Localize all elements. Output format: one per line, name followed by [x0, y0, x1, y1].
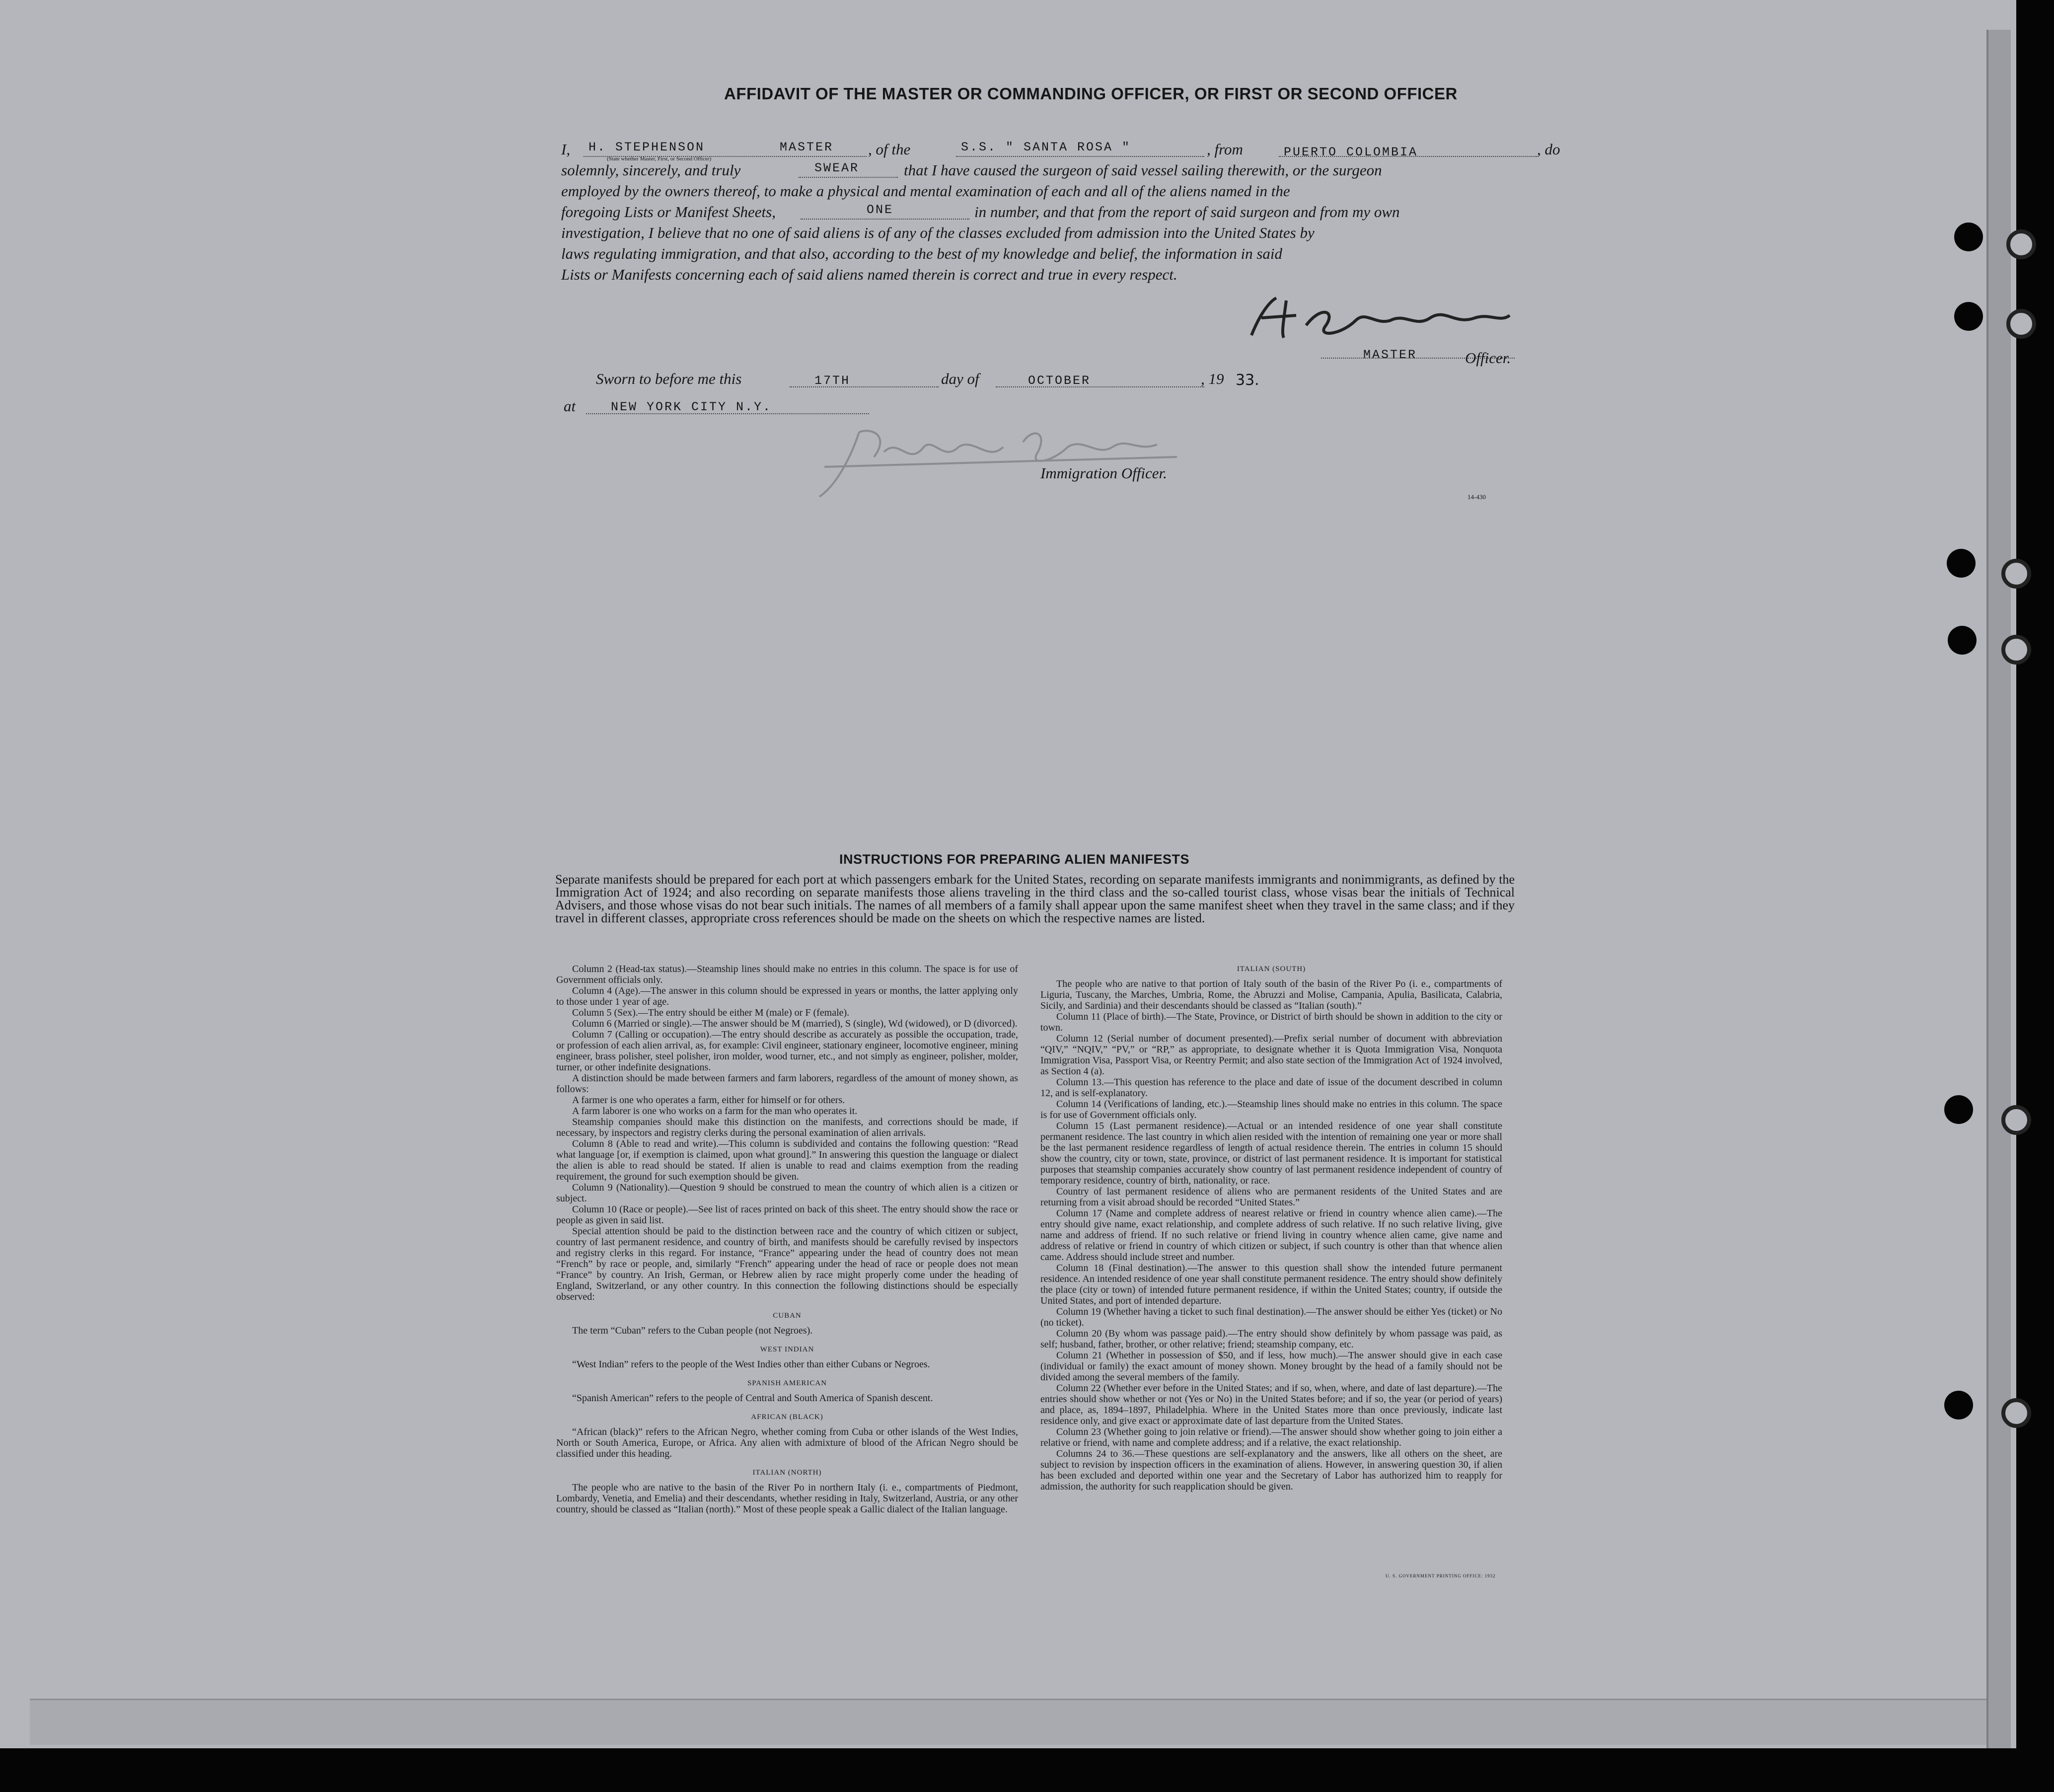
- instruction-paragraph: Steamship companies should make this distinction on the manifests, and corrections should be made, if necessary, by inspectors and registry clerks during the personal examination of alien arrivals.: [556, 1117, 1018, 1138]
- instruction-paragraph: Column 10 (Race or people).—See list of races printed on back of this sheet. The entry should show the race or people as given in said list.: [556, 1204, 1018, 1226]
- punch-hole: [1954, 223, 1983, 251]
- sworn-label: Sworn to before me this: [596, 370, 742, 387]
- affidavit-line3: employed by the owners thereof, to make a physical and mental examination of each and all of the aliens named in the: [561, 182, 1290, 200]
- affidavit-title: AFFIDAVIT OF THE MASTER OR COMMANDING OFFICER, OR FIRST OR SECOND OFFICER: [724, 84, 1458, 103]
- instruction-paragraph: Column 17 (Name and complete address of nearest relative or friend in country whence alien came).—The entry should give name, exact relationship, and complete address of such relative. If no such relative living, give name and address of friend. If no such relative or friend living in country whence alien came, give name and address of relative or friend in country of which citizen or subject, if such country is other than that whence alien came. Address should include street and number.: [1040, 1208, 1502, 1263]
- instruction-paragraph: Column 11 (Place of birth).—The State, Province, or District of birth should be shown in addition to the city or town.: [1040, 1011, 1502, 1033]
- punch-hole-ring: [2001, 1105, 2031, 1135]
- instruction-paragraph: A farm laborer is one who works on a farm for the man who operates it.: [572, 1106, 858, 1117]
- instruction-paragraph: Column 23 (Whether going to join relative or friend).—The answer should show whether going to join either a relative or friend, with name and complete address; and if a relative, the exact relationship.: [1040, 1426, 1502, 1448]
- instruction-paragraph: Column 8 (Able to read and write).—This column is subdivided and contains the following question: “Read what language [or, if exemption is claimed, upon what ground].” In answering this question the language or dialect the alien is able to read should be stated. If alien is unable to read and claims exemption from the reading requirement, the ground for such exemption should be given.: [556, 1138, 1018, 1182]
- sheet-count: ONE: [867, 203, 894, 217]
- section-heading-african: AFRICAN (BLACK): [751, 1413, 823, 1421]
- instruction-paragraph: Column 9 (Nationality).—Question 9 should be construed to mean the country of which alien is a citizen or subject.: [556, 1182, 1018, 1204]
- instruction-paragraph: Column 20 (By whom was passage paid).—The entry should show definitely by whom passage was paid, as self; husband, father, brother, or other relative; friend; steamship company, etc.: [1040, 1328, 1502, 1350]
- fill-line: [801, 219, 969, 220]
- instruction-paragraph: Column 6 (Married or single).—The answer should be M (married), S (single), Wd (widowed), or D (divorced).: [572, 1018, 1018, 1029]
- instruction-paragraph: Column 22 (Whether ever before in the United States; and if so, when, where, and date of last departure).—The entries should show whether or not (Yes or No) in the United States before; and if so, the year (or period of years) and place, as, 1894–1897, Philadelphia. Where in the United States more than once previously, indicate last residence only, and give exact or approximate date of last departure from the United States.: [1040, 1383, 1502, 1426]
- affidavit-line4-b: in number, and that from the report of said surgeon and from my own: [974, 203, 1400, 221]
- instruction-paragraph: Column 19 (Whether having a ticket to such final destination).—The answer should be either Yes (ticket) or No (no ticket).: [1040, 1306, 1502, 1328]
- punch-hole: [1948, 626, 1977, 655]
- instructions-left-column: [556, 964, 1018, 1515]
- punch-hole-ring: [2001, 559, 2031, 589]
- instruction-paragraph: Column 4 (Age).—The answer in this column should be expressed in years or months, the latter applying only to those under 1 year of age.: [556, 985, 1018, 1007]
- port-name: PUERTO COLOMBIA: [1284, 145, 1418, 159]
- sheet-right-edge: [1986, 30, 2011, 1748]
- ship-name: S.S. " SANTA ROSA ": [961, 140, 1131, 154]
- do-label: , do: [1537, 141, 1560, 158]
- from-label: , from: [1207, 141, 1243, 158]
- instruction-paragraph: “Spanish American” refers to the people of Central and South America of Spanish descent.: [572, 1393, 933, 1404]
- instruction-paragraph: Special attention should be paid to the distinction between race and the country of which citizen or subject, country of last permanent residence, and country of birth, and manifests should be carefully revised by inspectors and registry clerks in this regard. For instance, “France” appearing under the head of country does not mean “French” by race or people, and, similarly “French” appearing under the head of race or people does not mean “France” by country. An Irish, German, or Hebrew alien by race might properly come under the heading of England, Switzerland, or any other country. In this connection the following distinctions should be especially observed:: [556, 1226, 1018, 1302]
- instruction-paragraph: Column 13.—This question has reference to the place and date of issue of the document described in column 12, and is self-explanatory.: [1040, 1077, 1502, 1099]
- instruction-paragraph: “West Indian” refers to the people of the West Indies other than either Cubans or Negroes.: [572, 1359, 930, 1370]
- instruction-paragraph: Column 2 (Head-tax status).—Steamship lines should make no entries in this column. The space is for use of Government officials only.: [556, 964, 1018, 985]
- instruction-paragraph: Column 7 (Calling or occupation).—The entry should describe as accurately as possible the occupation, trade, or profession of each alien arrival, as, for example: Civil engineer, stationary engineer, locomotive engineer, mining engineer, brass polisher, steel polisher, iron molder, wood turner, etc., and not simply as engineer, polisher, molder, turner, or other indefinite designations.: [556, 1029, 1018, 1073]
- affidavit-line5: investigation, I believe that no one of said aliens is of any of the classes excluded from admission into the United States by: [561, 224, 1315, 241]
- affidavit-line6: laws regulating immigration, and that also, according to the best of my knowledge and belief, the information in said: [561, 245, 1283, 262]
- punch-hole-ring: [2006, 229, 2036, 259]
- section-heading-cuban: CUBAN: [773, 1312, 802, 1320]
- of-the-label: , of the: [868, 141, 911, 158]
- instruction-paragraph: The people who are native to the basin of the River Po in northern Italy (i. e., compartments of Piedmont, Lombardy, Venetia, and Emelia) and their descendants, whether residing in Italy, Switzerland, Austria, or any other country, should be classed as “Italian (north).” Most of these people speak a Gallic dialect of the Italian language.: [556, 1482, 1018, 1515]
- instructions-title: INSTRUCTIONS FOR PREPARING ALIEN MANIFESTS: [839, 852, 1190, 867]
- immigration-officer-signature: [814, 417, 1192, 507]
- instruction-paragraph: The people who are native to that portion of Italy south of the basin of the River Po (i. e., compartments of Liguria, Tuscany, the Marches, Umbria, Rome, the Abruzzi and Molise, Campania, Apulia, Basilicata, Calabria, Sicily, and Sardinia) and their descendants should be classed as “Italian (south).”: [1040, 978, 1502, 1011]
- instruction-paragraph: “African (black)” refers to the African Negro, whether coming from Cuba or other islands of the West Indies, North or South America, Europe, or Africa. Any alien with admixture of blood of the African Negro should be classified under this heading.: [556, 1426, 1018, 1459]
- form-number: 14-430: [1467, 493, 1486, 501]
- instructions-right-column: [1040, 964, 1502, 1492]
- instruction-paragraph: Column 21 (Whether in possession of $50, and if less, how much).—The answer should give in each case (individual or family) the exact amount of money shown. Money brought by the head of a family should not be divided among the several members of the family.: [1040, 1350, 1502, 1383]
- year-suffix: 33.: [1236, 372, 1259, 389]
- instruction-paragraph: Column 15 (Last permanent residence).—Actual or an intended residence of one year shall constitute permanent residence. The last country in which alien resided with the intention of remaining one year or more shall be the last permanent residence regardless of length of actual residence therein. The entries in column 15 should show the country, city or town, state, province, or district of last permanent residence. It is important for statistical purposes that steamship companies accurately show country of last permanent residence independent of country of temporary residence, country of birth, nationality, or race.: [1040, 1120, 1502, 1186]
- section-heading-italian-north: ITALIAN (NORTH): [752, 1469, 822, 1477]
- fill-line: [956, 156, 1204, 157]
- instruction-paragraph: Country of last permanent residence of aliens who are permanent residents of the United States and are returning from a visit abroad should be recorded “United States.”: [1040, 1186, 1502, 1208]
- punch-hole-ring: [2001, 635, 2031, 665]
- instruction-paragraph: A distinction should be made between farmers and farm laborers, regardless of the amount of money shown, as follows:: [556, 1073, 1018, 1095]
- officer-suffix: Officer.: [1465, 349, 1511, 367]
- sworn-day: 17TH: [814, 373, 851, 388]
- affidavit-line4-a: foregoing Lists or Manifest Sheets,: [561, 203, 776, 221]
- affidavit-line2-a: solemnly, sincerely, and truly: [561, 161, 741, 179]
- rank-note: (State whether Master, First, or Second Officer): [607, 156, 712, 162]
- instructions-intro: Separate manifests should be prepared for each port at which passengers embark for the United States, recording on separate manifests immigrants and nonimmigrants, as defined by the Immigration Act of 1924; and also recording on separate manifests those aliens traveling in the third class and the so-called tourist class, whose visas bear the initials of Technical Advisers, and those whose visas do not bear such initials. The names of all members of a family shall appear upon the same manifest sheet when they travel in the same class; and if they travel in different classes, appropriate cross references should be made on the sheets on which the respective names are listed.: [555, 872, 1515, 925]
- day-of-label: day of: [941, 370, 979, 387]
- instruction-paragraph: Column 5 (Sex).—The entry should be either M (male) or F (female).: [572, 1007, 850, 1018]
- affidavit-line2-b: that I have caused the surgeon of said vessel sailing therewith, or the surgeon: [904, 161, 1382, 179]
- master-rank: MASTER: [780, 140, 834, 154]
- sworn-month: OCTOBER: [1028, 373, 1091, 388]
- sworn-place: NEW YORK CITY N.Y.: [611, 400, 772, 414]
- affidavit-line7: Lists or Manifests concerning each of said aliens named therein is correct and true in every respect.: [561, 266, 1177, 283]
- fill-line: [790, 386, 939, 387]
- officer-rank: MASTER: [1363, 348, 1417, 362]
- punch-hole: [1947, 549, 1976, 578]
- affidavit-i: I,: [561, 141, 571, 158]
- instruction-paragraph: Column 12 (Serial number of document presented).—Prefix serial number of document with abbreviation “QIV,” “NQIV,” “PV,” or “RP,” as appropriate, to designate whether it is Quota Immigration Visa, Nonquota Immigration Visa, Passport Visa, or Reentry Permit; and also state section of the Immigration Act of 1924 involved, as Section 4 (a).: [1040, 1033, 1502, 1077]
- fill-line: [799, 177, 898, 178]
- instruction-paragraph: A farmer is one who operates a farm, either for himself or for others.: [572, 1095, 845, 1106]
- punch-hole: [1954, 302, 1983, 331]
- printer-note: U. S. GOVERNMENT PRINTING OFFICE: 1932: [1386, 1573, 1496, 1578]
- at-label: at: [564, 397, 576, 415]
- sheet-bottom-edge: [30, 1699, 1986, 1745]
- fill-line: [996, 386, 1204, 387]
- master-name: H. STEPHENSON: [588, 140, 705, 154]
- section-heading-spanish-american: SPANISH AMERICAN: [747, 1379, 827, 1387]
- immigration-officer-label: Immigration Officer.: [1040, 464, 1167, 482]
- oath-type: SWEAR: [814, 161, 860, 175]
- instruction-paragraph: Columns 24 to 36.—These questions are self-explanatory and the answers, like all others on the sheet, are subject to revision by inspection officers in the examination of aliens. However, in answering question 30, if alien has been excluded and deported within one year and the Secretary of Labor has authorized him to reapply for admission, the authority for such reapplication should be given.: [1040, 1448, 1502, 1492]
- section-heading-italian-south: ITALIAN (SOUTH): [1237, 965, 1306, 973]
- master-signature: [1242, 291, 1520, 345]
- punch-hole: [1944, 1095, 1973, 1124]
- instruction-paragraph: Column 18 (Final destination).—The answer to this question shall show the intended future permanent residence. An intended residence of one year shall constitute permanent residence. The entry should show definitely the place (city or town) of intended future permanent residence, if within the United States; country, if outside the United States, and port of intended departure.: [1040, 1263, 1502, 1306]
- instruction-paragraph: The term “Cuban” refers to the Cuban people (not Negroes).: [572, 1325, 813, 1336]
- punch-hole-ring: [2001, 1398, 2031, 1428]
- year-prefix: , 19: [1201, 370, 1224, 387]
- section-heading-west-indian: WEST INDIAN: [760, 1345, 814, 1353]
- punch-hole: [1944, 1391, 1973, 1419]
- punch-hole-ring: [2006, 309, 2036, 339]
- instruction-paragraph: Column 14 (Verifications of landing, etc.).—Steamship lines should make no entries in this column. The space is for use of Government officials only.: [1040, 1099, 1502, 1120]
